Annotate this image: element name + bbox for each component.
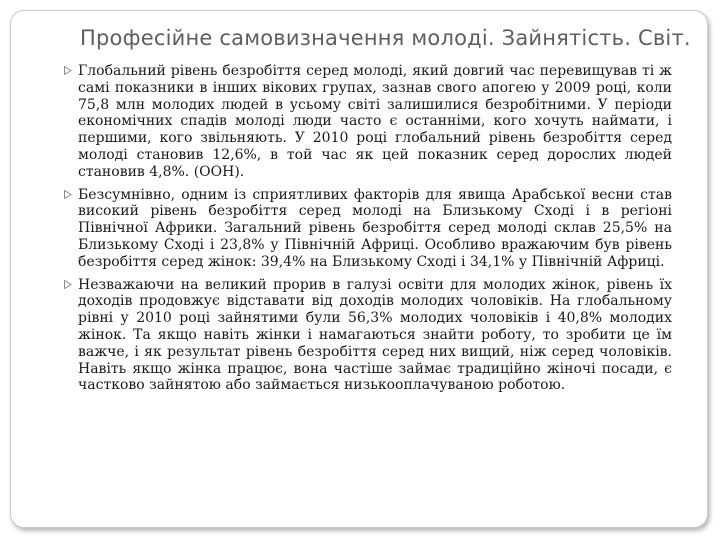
- slide-title: Професійне самовизначення молоді. Зайнятість. Світ.: [80, 26, 691, 50]
- paragraph-text: Глобальний рівень безробіття серед молоді, який довгий час перевищував ті ж самі показники в інших вікових групах, зазнав свого апогею у 2009 році, коли 75,8 млн молодих людей в усьому світі залишилися безробітними. У періоди економічних спадів молоді люди часто є останніми, кого хочуть наймати, і першими, кого звільняють. У 2010 році глобальний рівень безробіття серед молоді становив 12,6%, в той час як цей показник серед дорослих людей становив 4,8%. (ООН).: [78, 63, 672, 180]
- bullet-icon: [64, 66, 72, 75]
- bullet-icon: [64, 280, 72, 289]
- slide-body: [78, 63, 672, 400]
- paragraph: [78, 63, 672, 181]
- paragraph-text: Безсумнівно, одним із сприятливих факторів для явища Арабської весни став високий рівень безробіття серед молоді на Близькому Сході і в регіоні Північної Африки. Загальний рівень безробіття серед молоді склав 25,5% на Близькому Сході і 23,8% у Північній Африці. Особливо вражаючим був рівень безробіття серед жінок: 39,4% на Близькому Сході і 34,1% у Північній Африці.: [78, 186, 672, 270]
- paragraph: [78, 187, 672, 271]
- bullet-icon: [64, 190, 72, 199]
- paragraph: [78, 277, 672, 395]
- paragraph-text: Незважаючи на великий прорив в галузі освіти для молодих жінок, рівень їх доходів продовжує відставати від доходів молодих чоловіків. На глобальному рівні у 2010 році зайнятими були 56,3% молодих чоловіків і 40,8% молодих жінок. Та якщо навіть жінки і намагаються знайти роботу, то зробити це їм важче, і як результат рівень безробіття серед них вищий, ніж серед чоловіків. Навіть якщо жінка працює, вона частіше займає традиційно жіночі посади, є частково зайнятою або займається низькооплачуваною роботою.: [78, 276, 672, 394]
